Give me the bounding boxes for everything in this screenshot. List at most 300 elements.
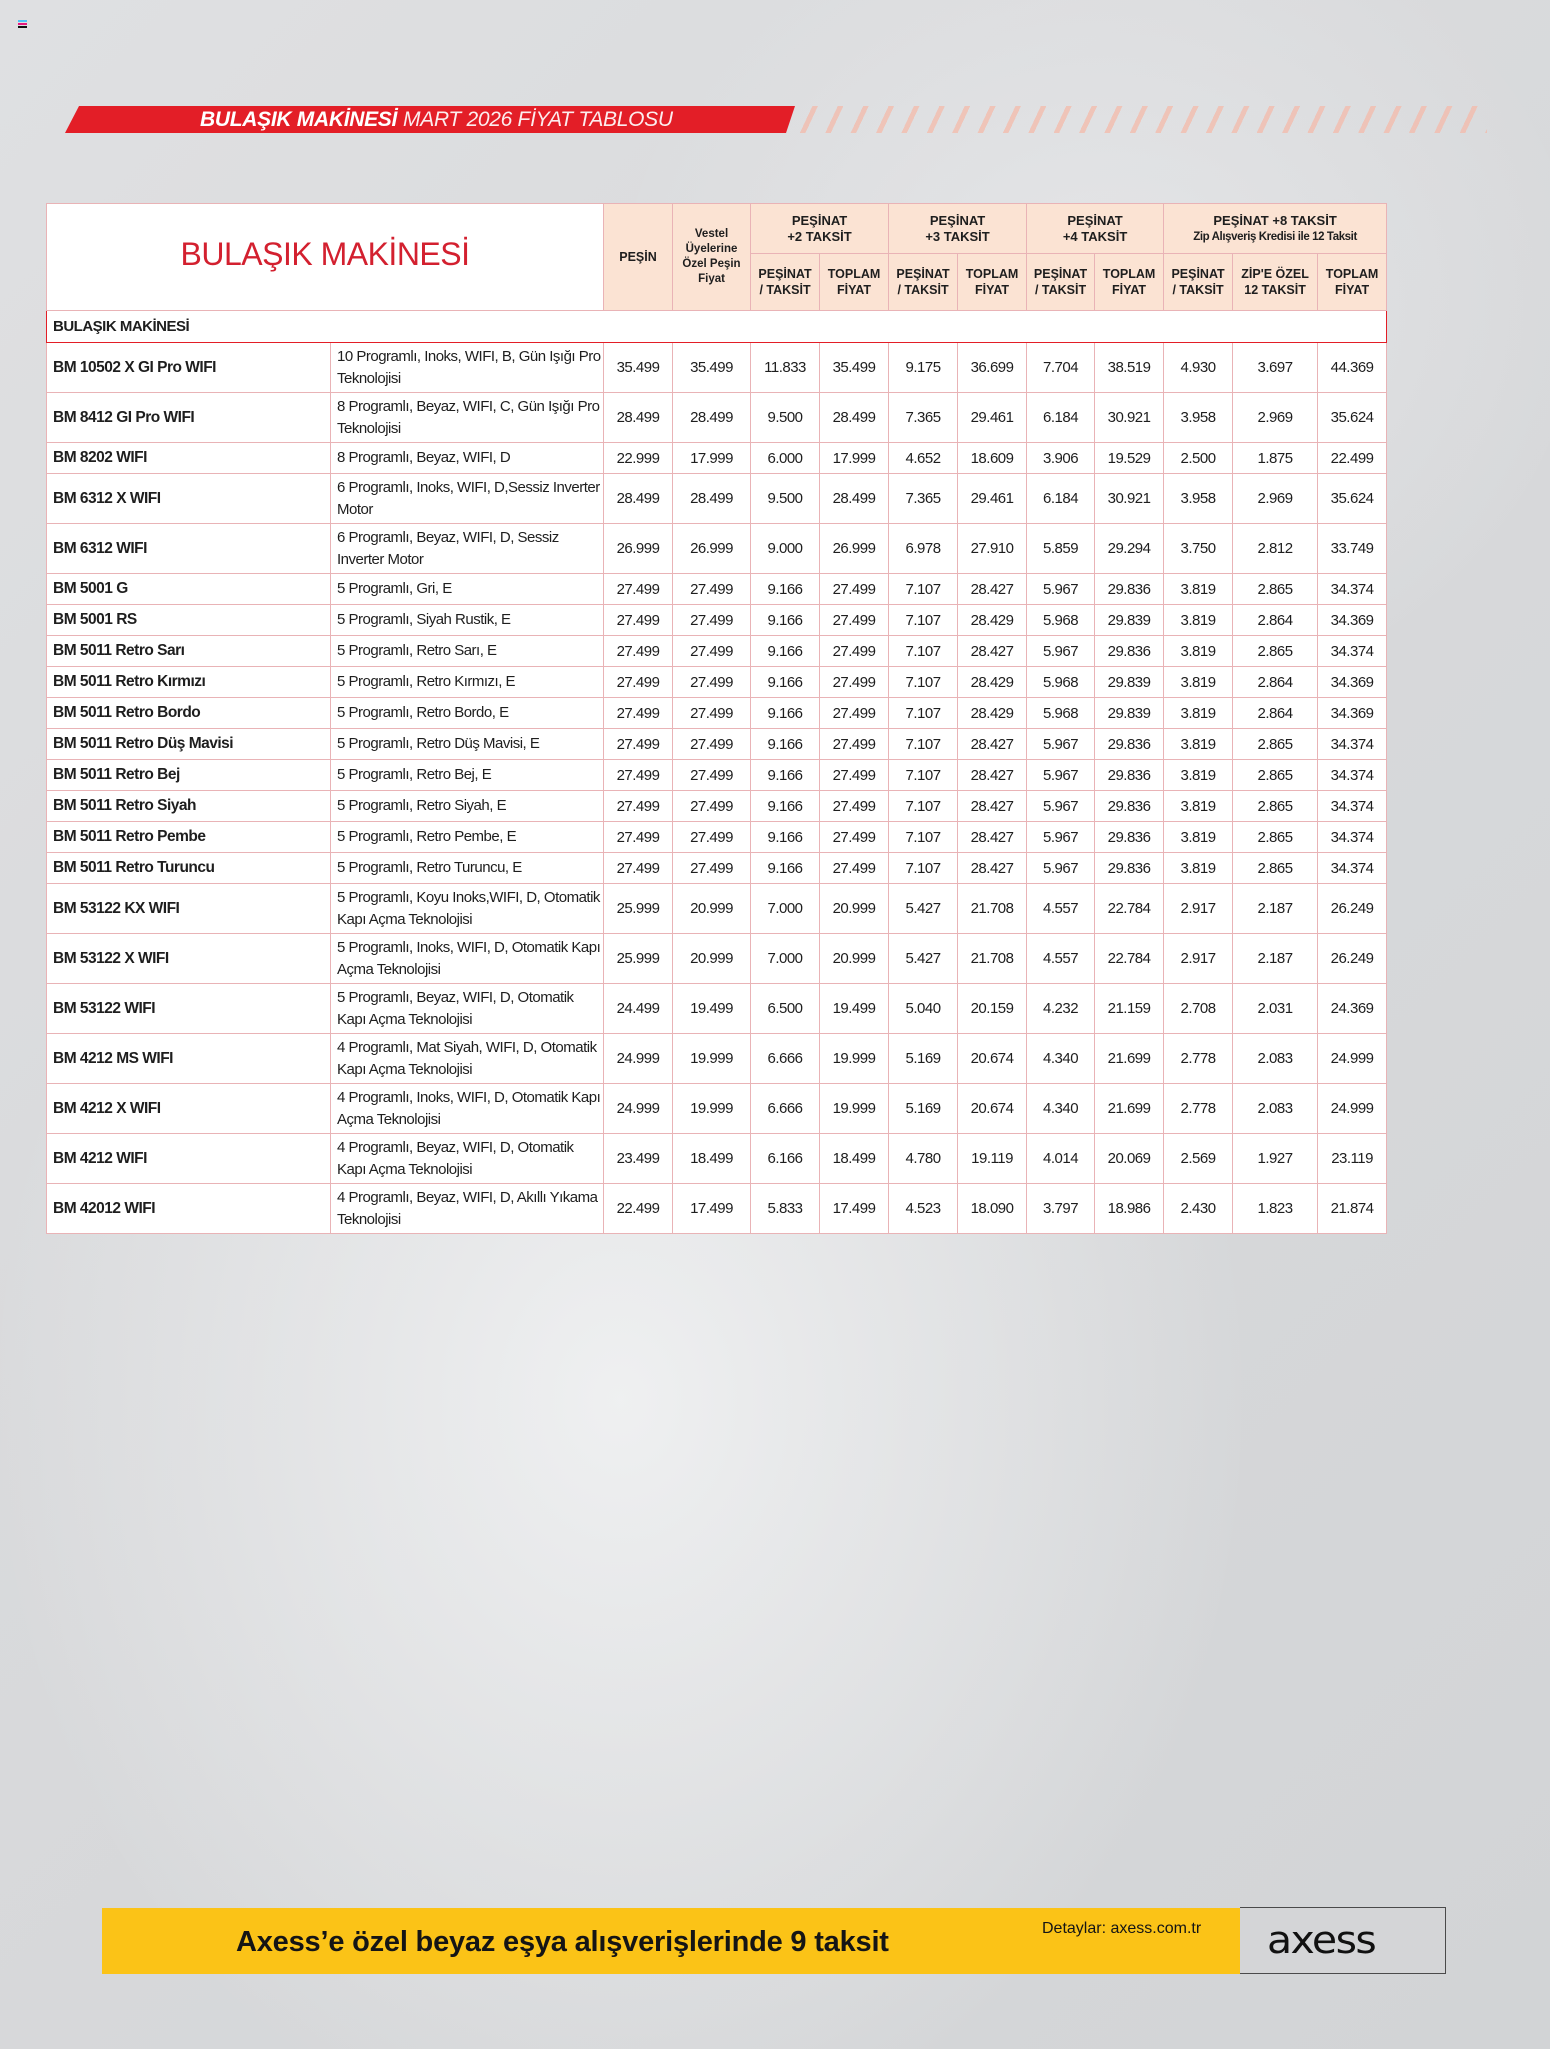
price-cell: 28.429	[958, 698, 1027, 729]
header-line: PEŞİNAT	[929, 212, 986, 228]
price-cell: 21.708	[958, 884, 1027, 934]
price-cell: 22.499	[1318, 443, 1387, 474]
price-cell: 6.978	[889, 524, 958, 574]
price-cell: 18.986	[1095, 1184, 1164, 1234]
price-cell: 9.500	[751, 474, 820, 524]
price-cell: 3.819	[1164, 729, 1233, 760]
model-description: 5 Programlı, Inoks, WIFI, D, Otomatik Kapı Açma Teknolojisi	[331, 934, 604, 984]
price-cell: 19.499	[673, 984, 751, 1034]
price-cell: 3.819	[1164, 667, 1233, 698]
price-cell: 28.499	[820, 474, 889, 524]
price-cell: 5.968	[1027, 605, 1095, 636]
price-cell: 29.836	[1095, 791, 1164, 822]
price-cell: 5.427	[889, 934, 958, 984]
header-line: PEŞİNAT	[1033, 267, 1088, 281]
price-cell: 9.166	[751, 574, 820, 605]
price-cell: 27.499	[820, 667, 889, 698]
table-row	[47, 1084, 1387, 1134]
price-cell: 34.369	[1318, 667, 1387, 698]
table-row	[47, 667, 1387, 698]
price-cell: 1.927	[1233, 1134, 1318, 1184]
price-table	[46, 203, 1387, 1234]
table-row	[47, 443, 1387, 474]
model-description: 5 Programlı, Retro Kırmızı, E	[331, 667, 604, 698]
price-cell: 4.557	[1027, 934, 1095, 984]
price-cell: 21.159	[1095, 984, 1164, 1034]
header-line: PEŞİNAT	[1067, 212, 1123, 228]
price-cell: 34.374	[1318, 729, 1387, 760]
price-cell: 34.374	[1318, 636, 1387, 667]
price-cell: 4.523	[889, 1184, 958, 1234]
model-name: BM 8202 WIFI	[47, 443, 331, 474]
price-cell: 27.499	[820, 760, 889, 791]
price-cell: 27.499	[673, 698, 751, 729]
header-line: +3 TAKSİT	[925, 228, 990, 244]
model-description: 4 Programlı, Beyaz, WIFI, D, Akıllı Yıkama Teknolojisi	[331, 1184, 604, 1234]
price-cell: 27.499	[604, 667, 673, 698]
model-description: 5 Programlı, Koyu Inoks,WIFI, D, Otomatik Kapı Açma Teknolojisi	[331, 884, 604, 934]
model-description: 5 Programlı, Gri, E	[331, 574, 604, 605]
model-name: BM 4212 MS WIFI	[47, 1034, 331, 1084]
model-description: 6 Programlı, Beyaz, WIFI, D, Sessiz Inverter Motor	[331, 524, 604, 574]
footer-headline: Axess’e özel beyaz eşya alışverişlerinde 9 taksit	[236, 1926, 889, 1958]
price-cell: 5.967	[1027, 729, 1095, 760]
header-line: TOPLAM	[1102, 267, 1156, 281]
price-cell: 29.461	[958, 474, 1027, 524]
table-row	[47, 1134, 1387, 1184]
model-name: BM 6312 X WIFI	[47, 474, 331, 524]
price-cell: 22.784	[1095, 884, 1164, 934]
price-cell: 5.968	[1027, 667, 1095, 698]
model-name: BM 6312 WIFI	[47, 524, 331, 574]
table-row	[47, 474, 1387, 524]
price-cell: 22.784	[1095, 934, 1164, 984]
subheader-pesinat-taksit	[889, 254, 958, 311]
price-cell: 3.819	[1164, 822, 1233, 853]
price-cell: 5.169	[889, 1084, 958, 1134]
price-cell: 5.968	[1027, 698, 1095, 729]
model-description: 6 Programlı, Inoks, WIFI, D,Sessiz Inverter Motor	[331, 474, 604, 524]
price-cell: 2.865	[1233, 760, 1318, 791]
price-cell: 7.107	[889, 853, 958, 884]
price-cell: 2.969	[1233, 393, 1318, 443]
price-cell: 24.999	[1318, 1084, 1387, 1134]
price-cell: 9.166	[751, 698, 820, 729]
price-cell: 27.499	[604, 636, 673, 667]
price-cell: 19.999	[820, 1034, 889, 1084]
price-cell: 27.499	[604, 760, 673, 791]
model-description: 5 Programlı, Retro Siyah, E	[331, 791, 604, 822]
header-line: FİYAT	[1335, 283, 1370, 297]
price-cell: 1.823	[1233, 1184, 1318, 1234]
price-cell: 5.040	[889, 984, 958, 1034]
price-cell: 20.159	[958, 984, 1027, 1034]
price-cell: 29.461	[958, 393, 1027, 443]
price-cell: 2.864	[1233, 605, 1318, 636]
price-cell: 17.999	[820, 443, 889, 474]
price-cell: 5.169	[889, 1034, 958, 1084]
price-cell: 7.107	[889, 636, 958, 667]
price-cell: 28.429	[958, 667, 1027, 698]
price-cell: 5.427	[889, 884, 958, 934]
price-cell: 7.107	[889, 667, 958, 698]
price-cell: 2.569	[1164, 1134, 1233, 1184]
price-cell: 23.499	[604, 1134, 673, 1184]
price-cell: 3.819	[1164, 760, 1233, 791]
price-cell: 34.369	[1318, 605, 1387, 636]
banner-title-bold: BULAŞIK MAKİNESİ	[200, 108, 398, 131]
model-name: BM 5011 Retro Siyah	[47, 791, 331, 822]
price-cell: 38.519	[1095, 343, 1164, 393]
banner-title-light: MART 2026 FİYAT TABLOSU	[403, 108, 673, 131]
price-cell: 27.499	[604, 574, 673, 605]
price-cell: 28.427	[958, 822, 1027, 853]
price-cell: 3.819	[1164, 636, 1233, 667]
price-cell: 29.836	[1095, 822, 1164, 853]
model-name: BM 5011 Retro Düş Mavisi	[47, 729, 331, 760]
price-cell: 29.836	[1095, 853, 1164, 884]
price-cell: 4.340	[1027, 1084, 1095, 1134]
price-cell: 20.999	[820, 934, 889, 984]
price-cell: 27.499	[820, 853, 889, 884]
model-description: 5 Programlı, Retro Sarı, E	[331, 636, 604, 667]
price-cell: 28.427	[958, 574, 1027, 605]
price-cell: 2.969	[1233, 474, 1318, 524]
table-row	[47, 760, 1387, 791]
model-description: 5 Programlı, Retro Turuncu, E	[331, 853, 604, 884]
price-cell: 26.999	[820, 524, 889, 574]
price-cell: 9.175	[889, 343, 958, 393]
price-cell: 27.499	[820, 822, 889, 853]
model-name: BM 53122 KX WIFI	[47, 884, 331, 934]
axess-logo-box	[1240, 1907, 1446, 1974]
price-cell: 27.499	[604, 729, 673, 760]
table-title-cell	[47, 204, 604, 311]
price-cell: 29.839	[1095, 698, 1164, 729]
price-cell: 5.967	[1027, 791, 1095, 822]
price-cell: 9.166	[751, 636, 820, 667]
price-cell: 28.499	[673, 393, 751, 443]
price-cell: 2.864	[1233, 698, 1318, 729]
table-row	[47, 343, 1387, 393]
price-cell: 27.499	[673, 636, 751, 667]
price-cell: 9.166	[751, 760, 820, 791]
price-cell: 4.557	[1027, 884, 1095, 934]
price-cell: 7.107	[889, 574, 958, 605]
model-name: BM 5001 RS	[47, 605, 331, 636]
price-cell: 9.166	[751, 605, 820, 636]
price-cell: 5.859	[1027, 524, 1095, 574]
price-cell: 28.427	[958, 636, 1027, 667]
model-name: BM 53122 WIFI	[47, 984, 331, 1034]
price-cell: 2.500	[1164, 443, 1233, 474]
header-line: +4 TAKSİT	[1062, 228, 1128, 244]
header-line: PEŞİNAT	[791, 212, 848, 228]
price-cell: 19.119	[958, 1134, 1027, 1184]
price-cell: 2.083	[1233, 1084, 1318, 1134]
model-description: 5 Programlı, Retro Pembe, E	[331, 822, 604, 853]
model-description: 5 Programlı, Beyaz, WIFI, D, Otomatik Kapı Açma Teknolojisi	[331, 984, 604, 1034]
table-row	[47, 729, 1387, 760]
price-cell: 34.374	[1318, 791, 1387, 822]
price-cell: 19.999	[673, 1034, 751, 1084]
price-cell: 7.107	[889, 822, 958, 853]
price-cell: 34.374	[1318, 853, 1387, 884]
header-line: PEŞİNAT	[896, 267, 950, 281]
model-name: BM 5011 Retro Kırmızı	[47, 667, 331, 698]
price-cell: 27.910	[958, 524, 1027, 574]
price-cell: 27.499	[820, 698, 889, 729]
price-cell: 34.369	[1318, 698, 1387, 729]
header-line: TOPLAM	[827, 267, 881, 281]
price-cell: 2.865	[1233, 636, 1318, 667]
price-cell: 27.499	[673, 791, 751, 822]
table-row	[47, 822, 1387, 853]
price-cell: 9.166	[751, 822, 820, 853]
price-cell: 3.697	[1233, 343, 1318, 393]
header-line: / TAKSİT	[1034, 283, 1087, 297]
header-line: TOPLAM	[1325, 267, 1379, 281]
price-cell: 22.999	[604, 443, 673, 474]
price-cell: 18.499	[673, 1134, 751, 1184]
price-cell: 20.999	[820, 884, 889, 934]
price-cell: 9.000	[751, 524, 820, 574]
price-cell: 21.708	[958, 934, 1027, 984]
price-cell: 27.499	[820, 729, 889, 760]
price-cell: 5.967	[1027, 760, 1095, 791]
price-cell: 29.836	[1095, 574, 1164, 605]
price-cell: 4.340	[1027, 1034, 1095, 1084]
table-title: BULAŞIK MAKİNESİ	[180, 235, 470, 272]
price-cell: 9.166	[751, 791, 820, 822]
price-cell: 19.999	[673, 1084, 751, 1134]
header-group-8-taksit	[1164, 204, 1387, 254]
model-description: 10 Programlı, Inoks, WIFI, B, Gün Işığı Pro Teknolojisi	[331, 343, 604, 393]
header-pesin: PEŞİN	[604, 204, 673, 311]
subheader-zip-12-taksit	[1233, 254, 1318, 311]
price-cell: 27.499	[820, 636, 889, 667]
price-cell: 28.499	[604, 474, 673, 524]
price-cell: 2.430	[1164, 1184, 1233, 1234]
price-cell: 26.249	[1318, 934, 1387, 984]
price-cell: 27.499	[604, 853, 673, 884]
price-cell: 28.427	[958, 853, 1027, 884]
model-description: 8 Programlı, Beyaz, WIFI, C, Gün Işığı Pro Teknolojisi	[331, 393, 604, 443]
decorative-stripes	[797, 106, 1487, 133]
header-vestel-line: Üyelerine	[685, 243, 738, 255]
price-cell: 2.865	[1233, 791, 1318, 822]
price-cell: 27.499	[820, 791, 889, 822]
price-cell: 34.374	[1318, 574, 1387, 605]
price-cell: 20.069	[1095, 1134, 1164, 1184]
price-cell: 28.499	[820, 393, 889, 443]
header-line: FİYAT	[1112, 283, 1147, 297]
price-cell: 17.499	[673, 1184, 751, 1234]
price-cell: 5.967	[1027, 853, 1095, 884]
header-line: PEŞİNAT	[1171, 267, 1225, 281]
price-cell: 19.529	[1095, 443, 1164, 474]
model-name: BM 5011 Retro Pembe	[47, 822, 331, 853]
model-description: 5 Programlı, Retro Bordo, E	[331, 698, 604, 729]
price-cell: 3.819	[1164, 698, 1233, 729]
price-cell: 7.107	[889, 605, 958, 636]
price-cell: 9.500	[751, 393, 820, 443]
price-cell: 17.999	[673, 443, 751, 474]
price-cell: 2.031	[1233, 984, 1318, 1034]
price-cell: 35.624	[1318, 393, 1387, 443]
model-description: 4 Programlı, Beyaz, WIFI, D, Otomatik Kapı Açma Teknolojisi	[331, 1134, 604, 1184]
price-cell: 6.666	[751, 1034, 820, 1084]
table-row	[47, 605, 1387, 636]
price-cell: 19.499	[820, 984, 889, 1034]
price-cell: 7.365	[889, 474, 958, 524]
price-cell: 18.609	[958, 443, 1027, 474]
header-line: ZİP'E ÖZEL	[1241, 267, 1309, 281]
model-name: BM 5011 Retro Turuncu	[47, 853, 331, 884]
price-cell: 21.699	[1095, 1084, 1164, 1134]
price-cell: 35.499	[673, 343, 751, 393]
price-cell: 30.921	[1095, 474, 1164, 524]
price-cell: 24.999	[604, 1084, 673, 1134]
price-cell: 27.499	[673, 605, 751, 636]
subheader-toplam-fiyat	[958, 254, 1027, 311]
price-cell: 2.778	[1164, 1084, 1233, 1134]
price-cell: 24.499	[604, 984, 673, 1034]
model-description: 5 Programlı, Siyah Rustik, E	[331, 605, 604, 636]
price-cell: 7.000	[751, 934, 820, 984]
price-cell: 2.187	[1233, 884, 1318, 934]
header-vestel-line: Vestel	[694, 228, 729, 240]
subheader-toplam-fiyat	[1095, 254, 1164, 311]
price-cell: 3.958	[1164, 474, 1233, 524]
price-cell: 6.000	[751, 443, 820, 474]
price-cell: 7.107	[889, 760, 958, 791]
header-vestel-line: Fiyat	[698, 273, 725, 285]
price-cell: 19.999	[820, 1084, 889, 1134]
model-description: 5 Programlı, Retro Düş Mavisi, E	[331, 729, 604, 760]
price-cell: 25.999	[604, 934, 673, 984]
table-row	[47, 984, 1387, 1034]
price-cell: 6.500	[751, 984, 820, 1034]
price-cell: 34.374	[1318, 822, 1387, 853]
subheader-pesinat-taksit	[1027, 254, 1095, 311]
header-zip-note: Zip Alışveriş Kredisi ile 12 Taksit	[1193, 230, 1357, 243]
header-group-2-taksit	[751, 204, 889, 254]
price-cell: 20.999	[673, 934, 751, 984]
header-line: FİYAT	[975, 283, 1010, 297]
price-cell: 2.917	[1164, 934, 1233, 984]
price-cell: 27.499	[604, 822, 673, 853]
price-cell: 2.865	[1233, 729, 1318, 760]
price-cell: 28.429	[958, 605, 1027, 636]
model-description: 5 Programlı, Retro Bej, E	[331, 760, 604, 791]
price-cell: 3.819	[1164, 574, 1233, 605]
header-line: FİYAT	[837, 283, 872, 297]
price-cell: 35.499	[820, 343, 889, 393]
price-cell: 2.865	[1233, 574, 1318, 605]
price-cell: 20.674	[958, 1084, 1027, 1134]
price-cell: 7.107	[889, 698, 958, 729]
price-cell: 18.499	[820, 1134, 889, 1184]
price-cell: 4.652	[889, 443, 958, 474]
price-cell: 21.874	[1318, 1184, 1387, 1234]
price-cell: 6.166	[751, 1134, 820, 1184]
price-cell: 3.750	[1164, 524, 1233, 574]
price-cell: 24.999	[1318, 1034, 1387, 1084]
table-row	[47, 853, 1387, 884]
print-color-mark-icon	[18, 20, 27, 29]
price-cell: 29.839	[1095, 667, 1164, 698]
model-name: BM 42012 WIFI	[47, 1184, 331, 1234]
table-row	[47, 934, 1387, 984]
price-cell: 35.499	[604, 343, 673, 393]
price-cell: 2.864	[1233, 667, 1318, 698]
price-cell: 28.427	[958, 729, 1027, 760]
price-cell: 27.499	[820, 605, 889, 636]
header-vestel-line: Özel Peşin	[682, 258, 741, 270]
price-cell: 28.427	[958, 791, 1027, 822]
model-name: BM 4212 WIFI	[47, 1134, 331, 1184]
header-line: TOPLAM	[965, 267, 1019, 281]
header-group-4-taksit	[1027, 204, 1164, 254]
model-name: BM 10502 X GI Pro WIFI	[47, 343, 331, 393]
header-vestel-price	[673, 204, 751, 311]
header-line: / TAKSİT	[759, 283, 811, 297]
price-cell: 2.812	[1233, 524, 1318, 574]
price-cell: 3.958	[1164, 393, 1233, 443]
page-banner	[65, 106, 795, 133]
table-row	[47, 791, 1387, 822]
model-description: 4 Programlı, Inoks, WIFI, D, Otomatik Kapı Açma Teknolojisi	[331, 1084, 604, 1134]
model-description: 4 Programlı, Mat Siyah, WIFI, D, Otomatik Kapı Açma Teknolojisi	[331, 1034, 604, 1084]
price-cell: 3.797	[1027, 1184, 1095, 1234]
price-cell: 2.865	[1233, 853, 1318, 884]
header-line: PEŞİNAT	[758, 267, 812, 281]
price-cell: 29.836	[1095, 760, 1164, 791]
footer-details-link[interactable]: Detaylar: axess.com.tr	[1042, 1920, 1202, 1937]
price-cell: 7.704	[1027, 343, 1095, 393]
price-cell: 20.999	[673, 884, 751, 934]
subheader-toplam-fiyat	[820, 254, 889, 311]
price-cell: 25.999	[604, 884, 673, 934]
price-cell: 2.708	[1164, 984, 1233, 1034]
price-cell: 36.699	[958, 343, 1027, 393]
price-cell: 11.833	[751, 343, 820, 393]
subheader-pesinat-taksit	[751, 254, 820, 311]
table-row	[47, 884, 1387, 934]
price-cell: 5.833	[751, 1184, 820, 1234]
table-row	[47, 524, 1387, 574]
price-cell: 5.967	[1027, 822, 1095, 853]
price-cell: 9.166	[751, 667, 820, 698]
price-cell: 27.499	[673, 729, 751, 760]
price-cell: 7.107	[889, 791, 958, 822]
footer-promo-banner	[102, 1908, 1240, 1974]
price-cell: 29.839	[1095, 605, 1164, 636]
model-name: BM 4212 X WIFI	[47, 1084, 331, 1134]
price-cell: 28.499	[673, 474, 751, 524]
table-row	[47, 636, 1387, 667]
price-cell: 17.499	[820, 1184, 889, 1234]
price-cell: 27.499	[604, 605, 673, 636]
price-cell: 22.499	[604, 1184, 673, 1234]
model-description: 8 Programlı, Beyaz, WIFI, D	[331, 443, 604, 474]
price-cell: 24.369	[1318, 984, 1387, 1034]
price-cell: 3.819	[1164, 791, 1233, 822]
price-cell: 27.499	[673, 853, 751, 884]
price-cell: 3.819	[1164, 605, 1233, 636]
price-cell: 44.369	[1318, 343, 1387, 393]
